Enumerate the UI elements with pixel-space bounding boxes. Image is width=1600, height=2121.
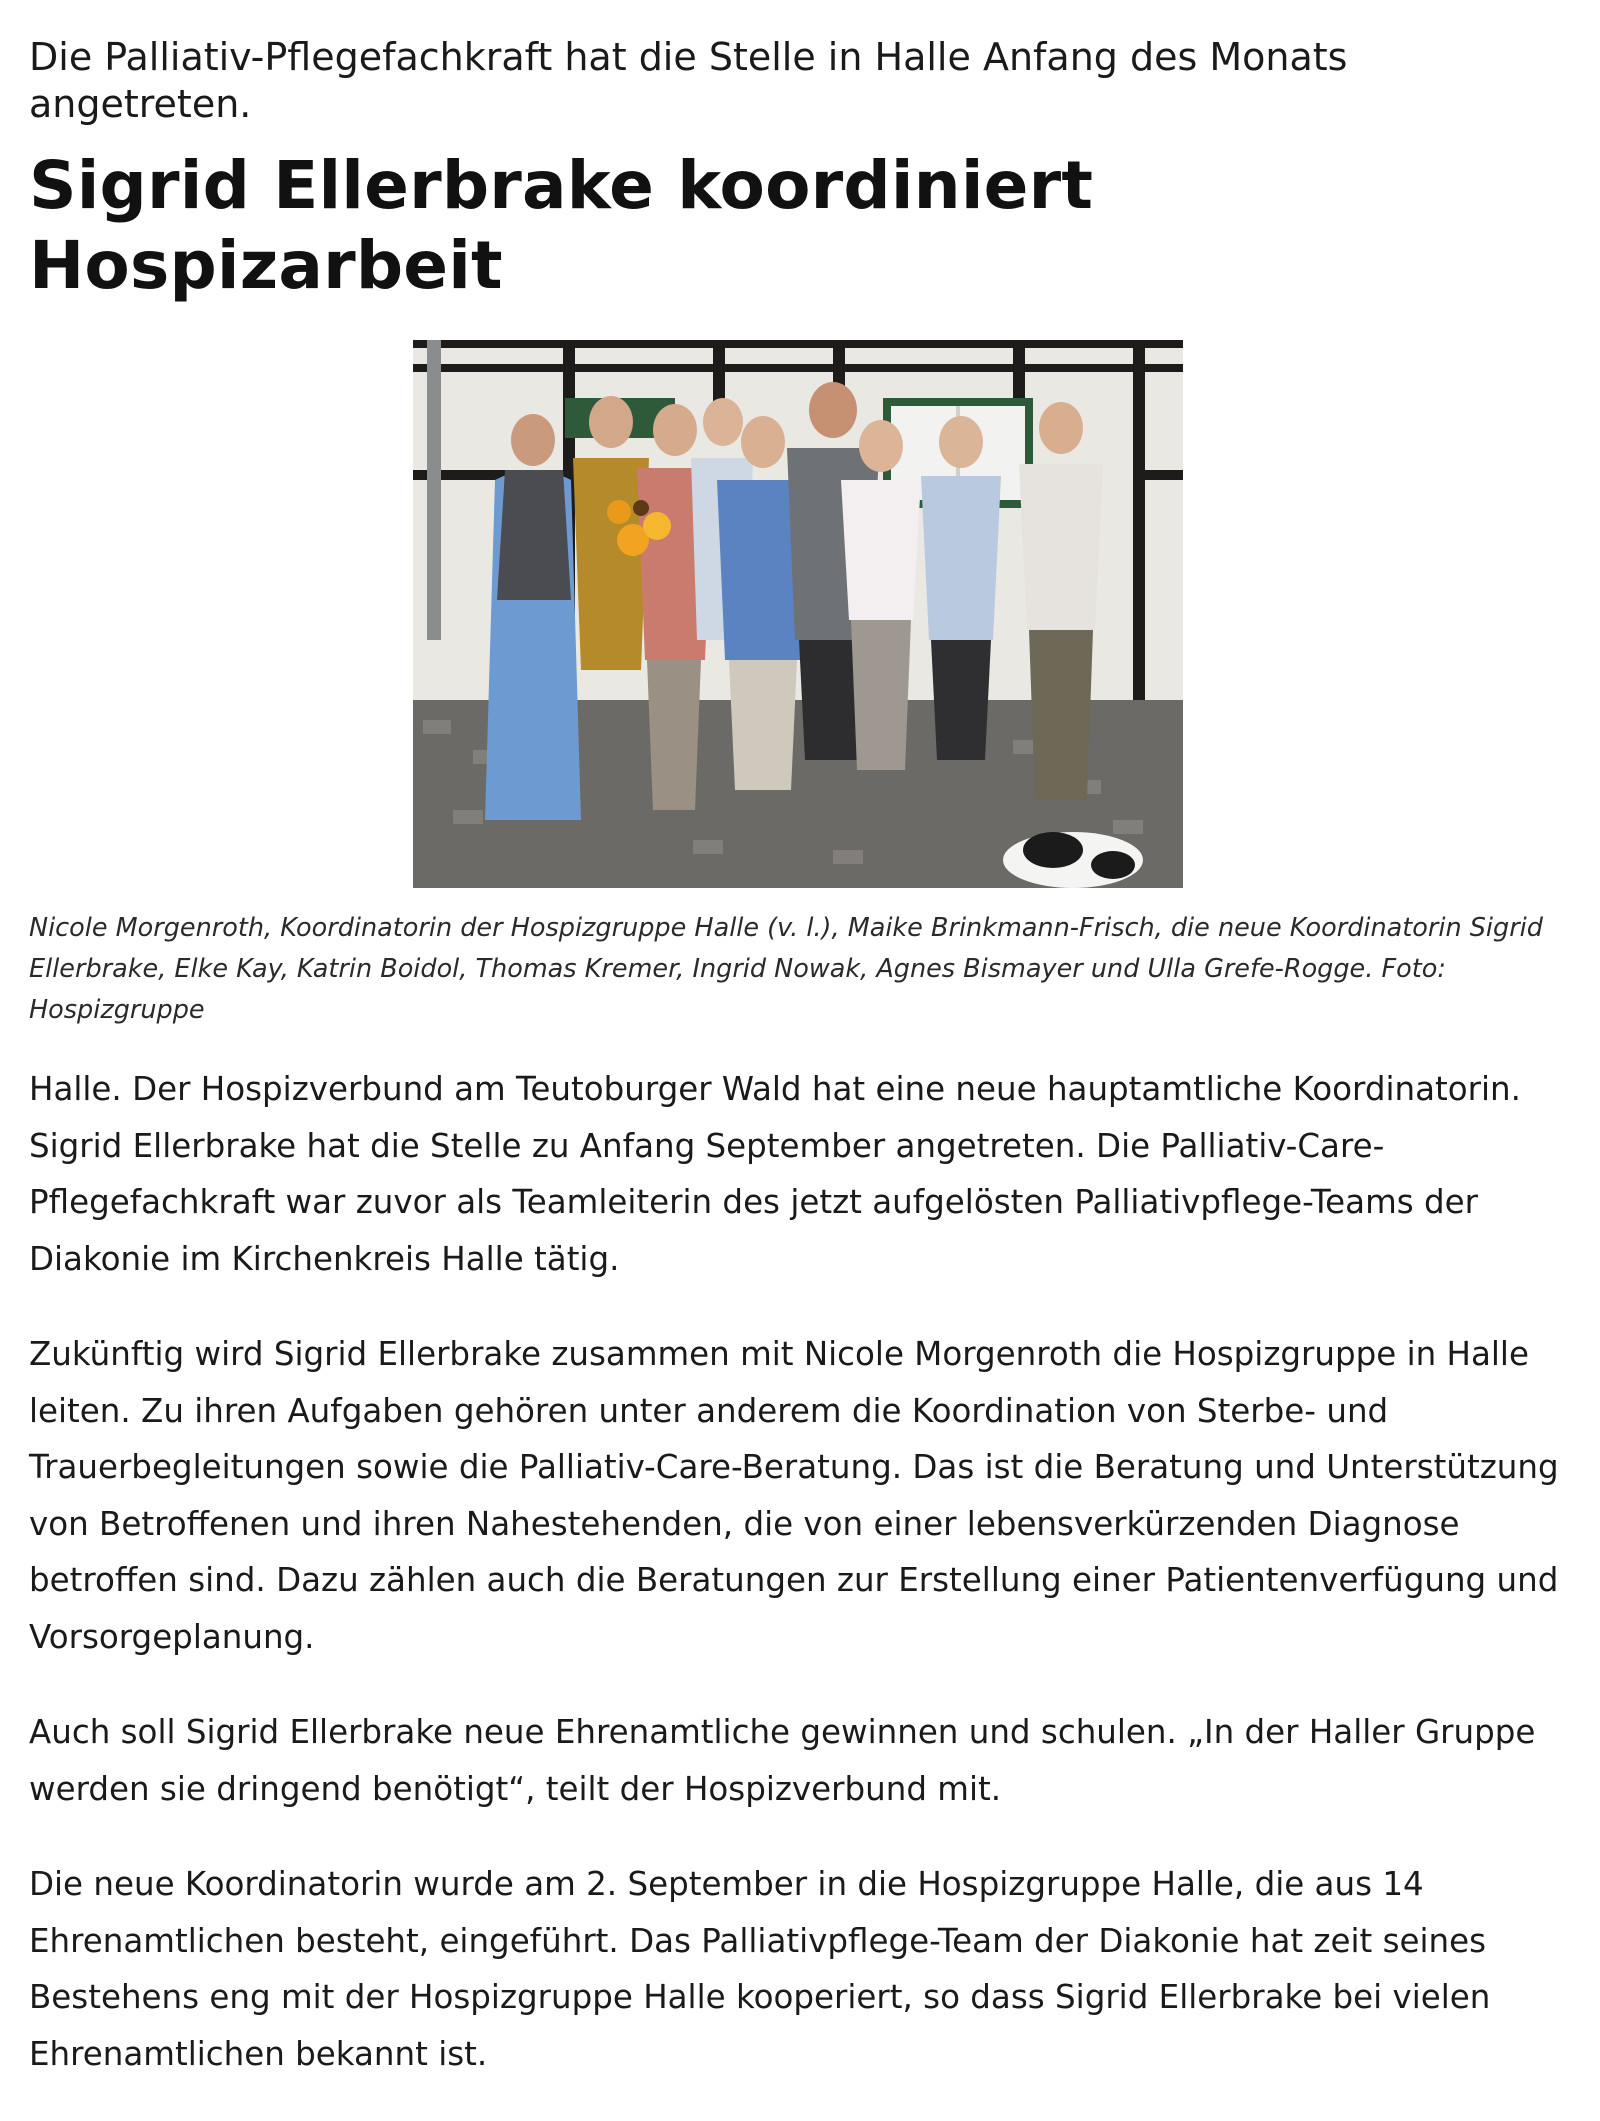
article-photo bbox=[413, 340, 1183, 888]
paragraph: Halle. Der Hospizverbund am Teutoburger Wald hat eine neue hauptamtliche Koordinatorin. Sigrid Ellerbrake hat die Stelle zu Anfang September angetreten. Die Palliativ-Care-Pflegefachkraft war zuvor als Teamleiterin des jetzt aufgelösten Palliativpflege-Teams der Diakonie im Kirchenkreis Halle tätig. bbox=[29, 1070, 1521, 1278]
article-headline: Sigrid Ellerbrake koordiniert Hospizarbeit bbox=[29, 147, 1094, 304]
article-body bbox=[29, 1061, 1574, 2082]
group-photo-image bbox=[413, 340, 1183, 888]
paragraph: Zukünftig wird Sigrid Ellerbrake zusammen mit Nicole Morgenroth die Hospizgruppe in Halle leiten. Zu ihren Aufgaben gehören unter anderem die Koordination von Sterbe- und Trauerbegleitungen sowie die Palliativ-Care-Beratung. Das ist die Beratung und Unterstützung von Betroffenen und ihren Nahestehenden, die von einer lebensverkürzenden Diagnose betroffen sind. Dazu zählen auch die Beratungen zur Erstellung einer Patientenverfügung und Vorsorgeplanung. bbox=[29, 1335, 1559, 1656]
paragraph: Auch soll Sigrid Ellerbrake neue Ehrenamtliche gewinnen und schulen. „In der Haller Gruppe werden sie dringend benötigt“, teilt der Hospizverbund mit. bbox=[29, 1713, 1536, 1808]
article-kicker: Die Palliativ-Pflegefachkraft hat die Stelle in Halle Anfang des Monats angetreten. bbox=[29, 35, 1348, 126]
article bbox=[29, 0, 1574, 2121]
paragraph: Die neue Koordinatorin wurde am 2. September in die Hospizgruppe Halle, die aus 14 Ehrenamtlichen besteht, eingeführt. Das Palliativpflege-Team der Diakonie hat zeit seines Bestehens eng mit der Hospizgruppe Halle kooperiert, so dass Sigrid Ellerbrake bei vielen Ehrenamtlichen bekannt ist. bbox=[29, 1865, 1491, 2073]
photo-caption: Nicole Morgenroth, Koordinatorin der Hospizgruppe Halle (v. l.), Maike Brinkmann-Frisch, die neue Koordinatorin Sigrid Ellerbrake, Elke Kay, Katrin Boidol, Thomas Kremer, Ingrid Nowak, Agnes Bismayer und Ulla Grefe-Rogge. Foto: Hospizgruppe bbox=[29, 913, 1543, 1025]
